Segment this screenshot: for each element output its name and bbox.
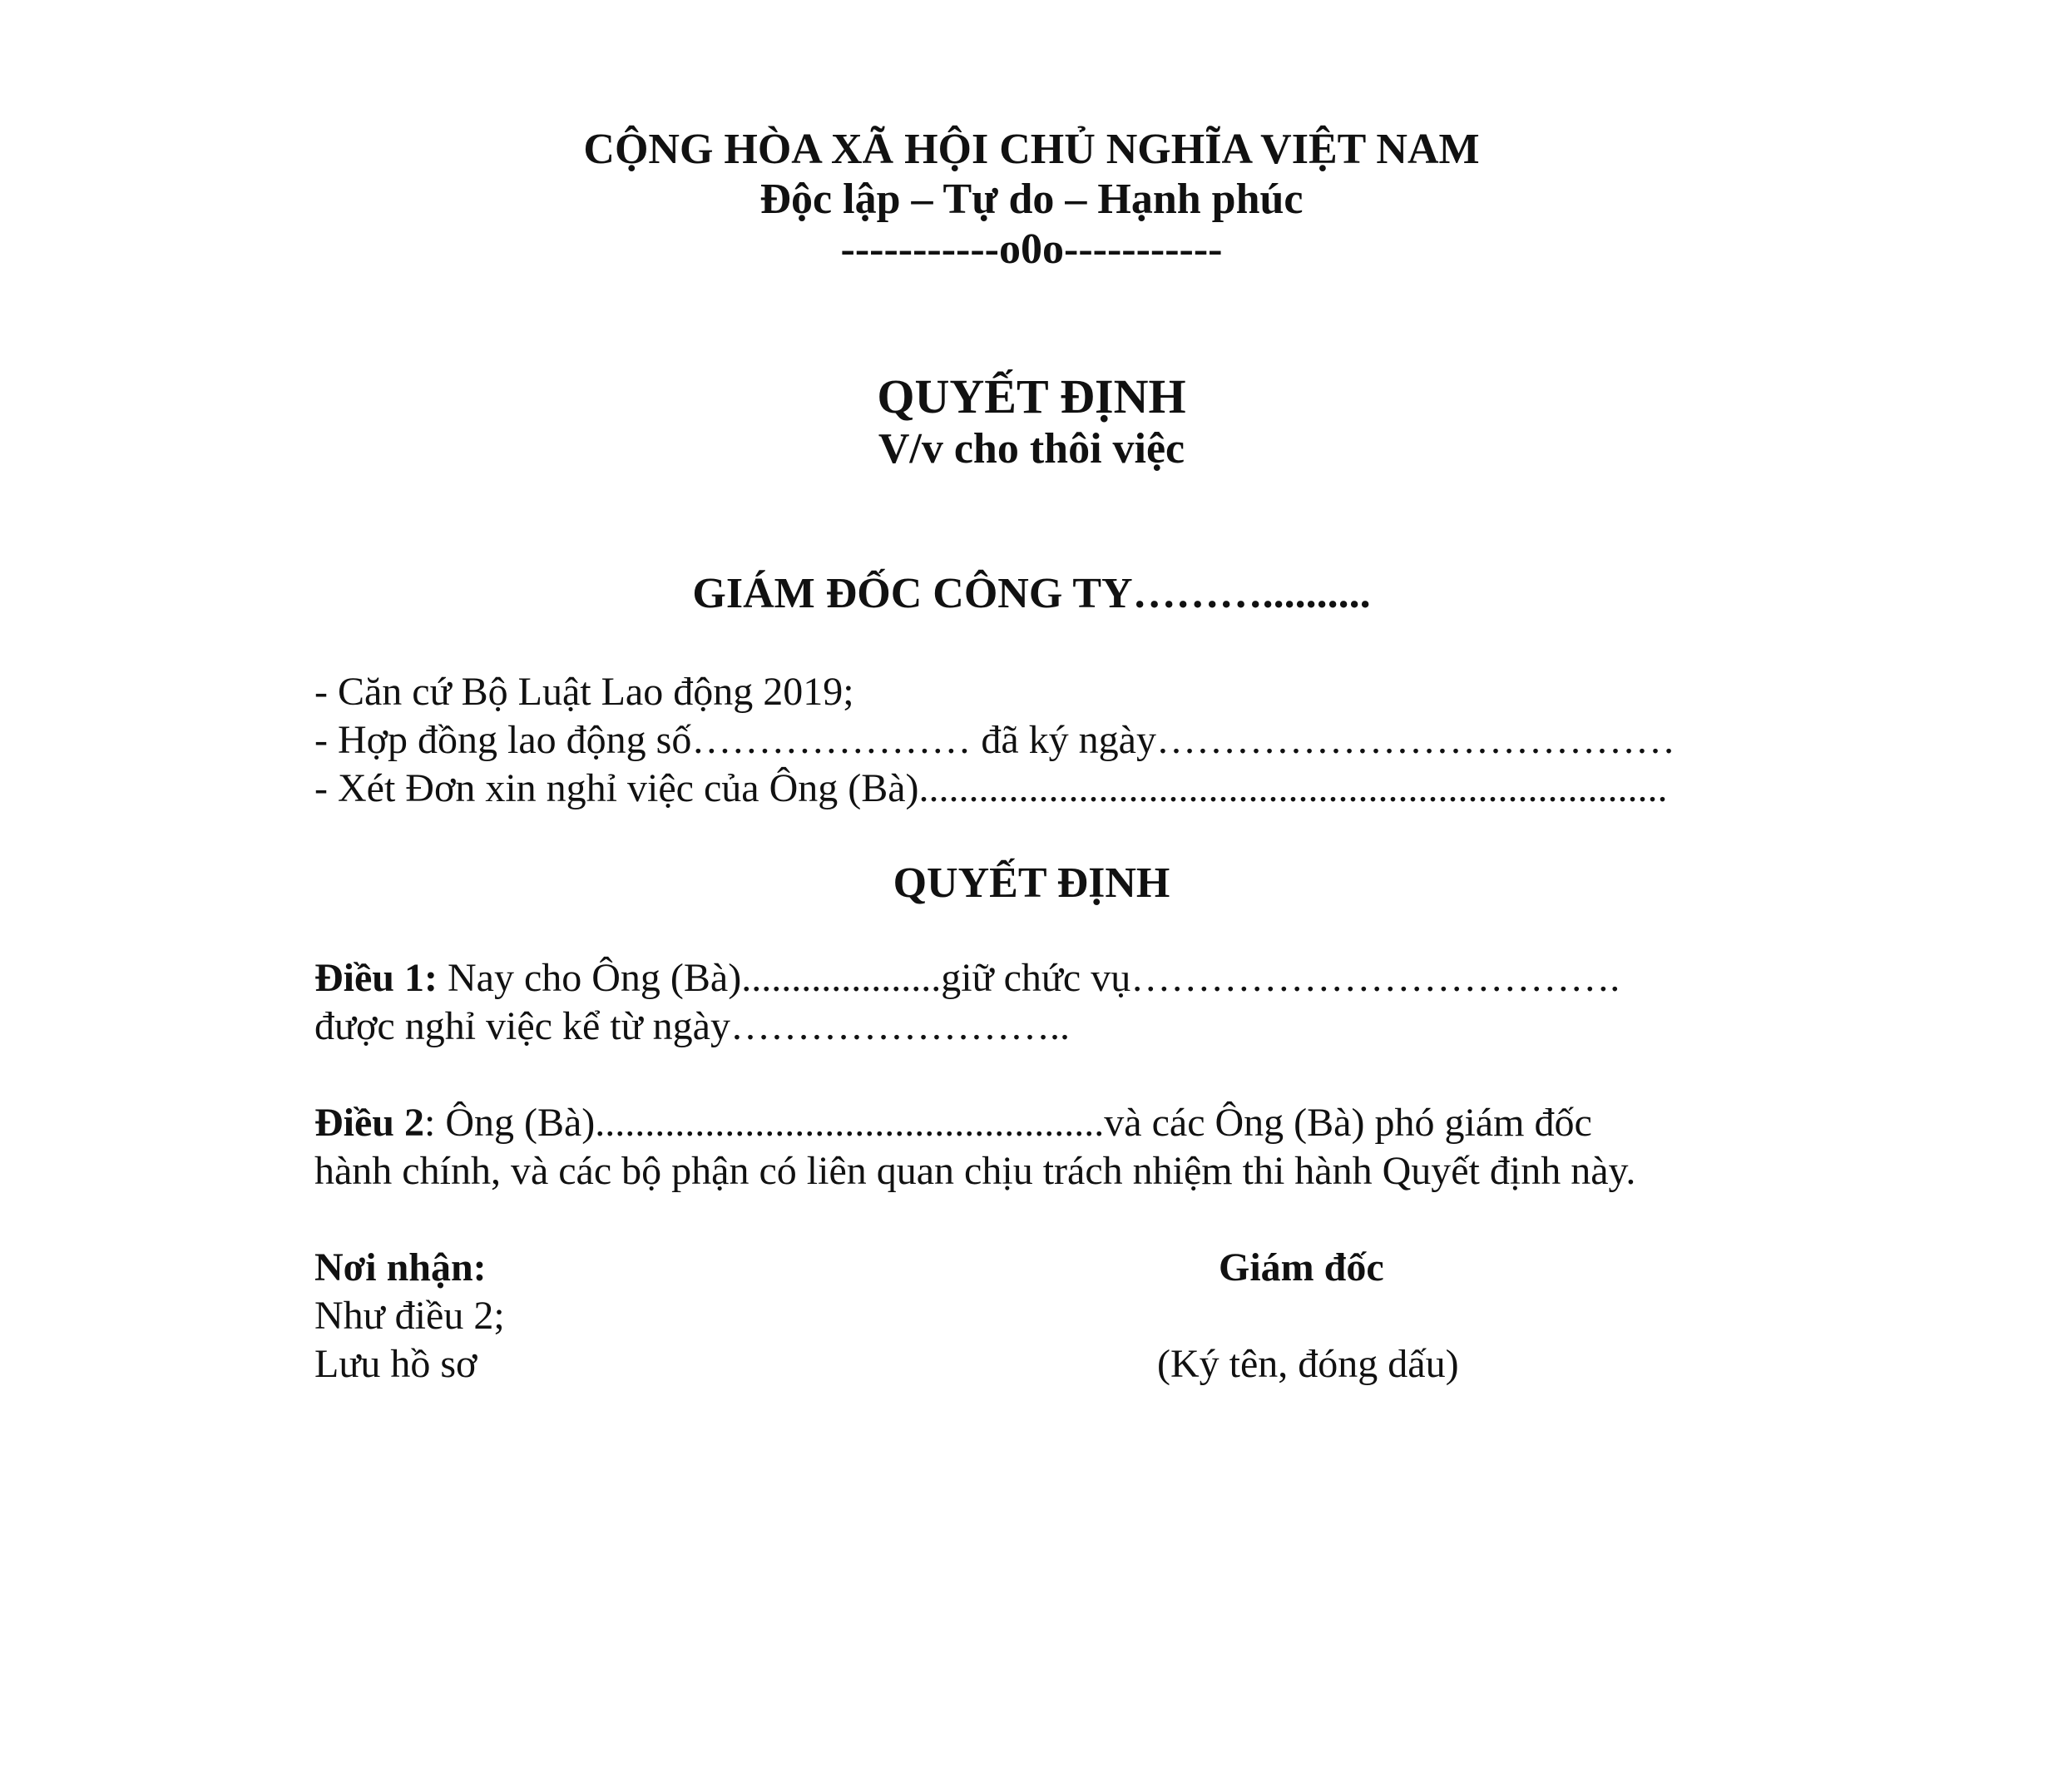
document-subject: V/v cho thôi việc xyxy=(878,425,1185,473)
article-2-line-2: hành chính, và các bộ phận có liên quan chịu trách nhiệm thi hành Quyết định này. xyxy=(314,1149,1636,1193)
recipients-heading: Nơi nhận: xyxy=(314,1245,487,1290)
recipient-item: Lưu hồ sơ xyxy=(314,1342,477,1386)
motto: Độc lập – Tự do – Hạnh phúc xyxy=(759,176,1304,223)
document-title: QUYẾT ĐỊNH xyxy=(877,369,1186,423)
ground-labor-code: - Căn cứ Bộ Luật Lao động 2019; xyxy=(314,670,854,714)
nation-header: CỘNG HÒA XÃ HỘI CHỦ NGHĨA VIỆT NAM xyxy=(583,126,1480,173)
article-1-text: Nay cho Ông (Bà)....................giữ chức vụ………………………………. xyxy=(437,956,1620,1000)
ground-labor-contract: - Hợp đồng lao động số………………… đã ký ngày………………………………… xyxy=(314,718,1675,762)
decision-heading: QUYẾT ĐỊNH xyxy=(893,859,1170,907)
article-1-line-2: được nghỉ việc kể từ ngày…………………….. xyxy=(314,1004,1070,1048)
signature-note: (Ký tên, đóng dấu) xyxy=(1157,1342,1459,1386)
recipient-item: Như điều 2; xyxy=(314,1294,505,1338)
article-2-line-1 xyxy=(314,1103,1592,1143)
signature-title: Giám đốc xyxy=(1219,1245,1384,1290)
article-2-label: Điều 2 xyxy=(314,1101,424,1145)
header-separator: -----------o0o----------- xyxy=(840,225,1223,273)
article-1-line-1 xyxy=(314,958,1620,998)
issuer-heading: GIÁM ĐỐC CÔNG TY……….......... xyxy=(692,570,1371,617)
article-1-label: Điều 1: xyxy=(314,956,438,1000)
article-2-text: : Ông (Bà)...................................................và các Ông (Bà) phó giám đốc xyxy=(424,1101,1592,1145)
ground-resignation-letter: - Xét Đơn xin nghỉ việc của Ông (Bà)........................................................................... xyxy=(314,766,1668,810)
